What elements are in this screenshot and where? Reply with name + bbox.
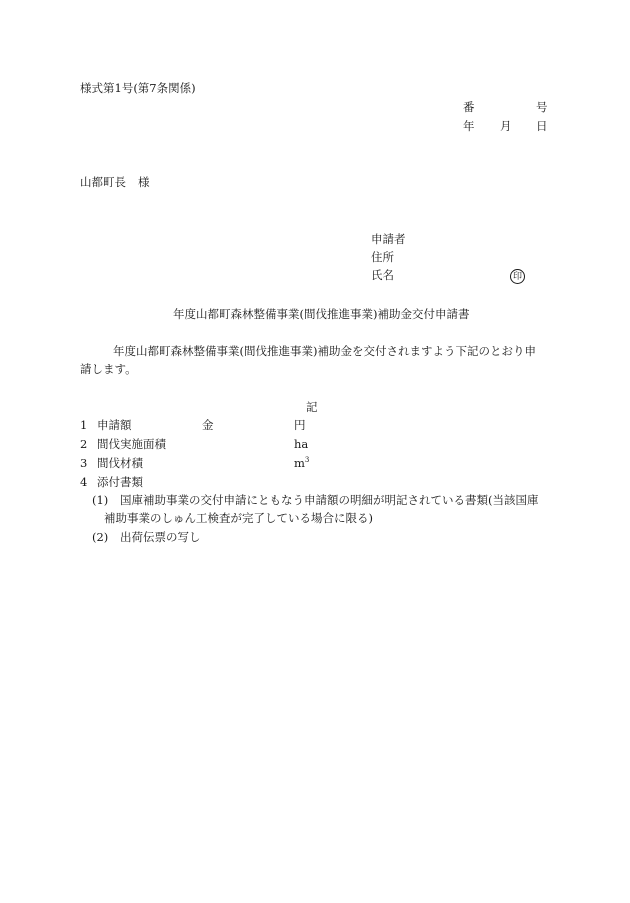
sub-1-number: (1) (92, 493, 109, 507)
body-line-1: 年度山都町森林整備事業(間伐推進事業)補助金を交付されますよう下記のとおり申 (113, 344, 536, 358)
item-3-unit (294, 455, 309, 471)
item-1-label: 申請額 (97, 418, 132, 432)
body-line-2: 請します。 (80, 362, 137, 376)
item-4-number: 4 (80, 475, 88, 489)
document-title: 年度山都町森林整備事業(間伐推進事業)補助金交付申請書 (173, 307, 470, 321)
applicant-name: 氏名 (371, 268, 394, 282)
item-1-number: 1 (80, 418, 88, 432)
sub-1-line-2: 補助事業のしゅん工検査が完了している場合に限る) (104, 511, 373, 525)
ki-heading: 記 (306, 400, 318, 414)
item-1-unit: 円 (294, 418, 306, 432)
item-4-label: 添付書類 (97, 475, 143, 489)
item-2-label: 間伐実施面積 (97, 437, 166, 451)
sub-2-text: 出荷伝票の写し (120, 530, 201, 544)
item-3-label: 間伐材積 (97, 456, 143, 470)
item-2-number: 2 (80, 437, 88, 451)
seal-mark (510, 267, 525, 284)
number-ban: 番 (463, 100, 475, 114)
item-1-kin: 金 (202, 418, 214, 432)
item-3-number: 3 (80, 456, 88, 470)
date-year: 年 (463, 119, 475, 133)
sub-1-line-1: 国庫補助事業の交付申請にともなう申請額の明細が明記されている書類(当該国庫 (120, 493, 539, 507)
item-2-unit: ha (294, 437, 309, 451)
date-month: 月 (500, 119, 512, 133)
addressee-name: 山都町長 (80, 175, 126, 189)
sub-2-number: (2) (92, 530, 109, 544)
unit-base: m (294, 456, 305, 470)
applicant-label: 申請者 (371, 232, 406, 246)
form-label: 様式第1号(第7条関係) (80, 81, 196, 95)
unit-superscript: 3 (304, 456, 310, 465)
addressee-honorific: 様 (138, 175, 150, 189)
number-go: 号 (536, 100, 548, 114)
date-day: 日 (536, 119, 548, 133)
applicant-address: 住所 (371, 250, 394, 264)
seal-icon: 印 (510, 269, 525, 284)
